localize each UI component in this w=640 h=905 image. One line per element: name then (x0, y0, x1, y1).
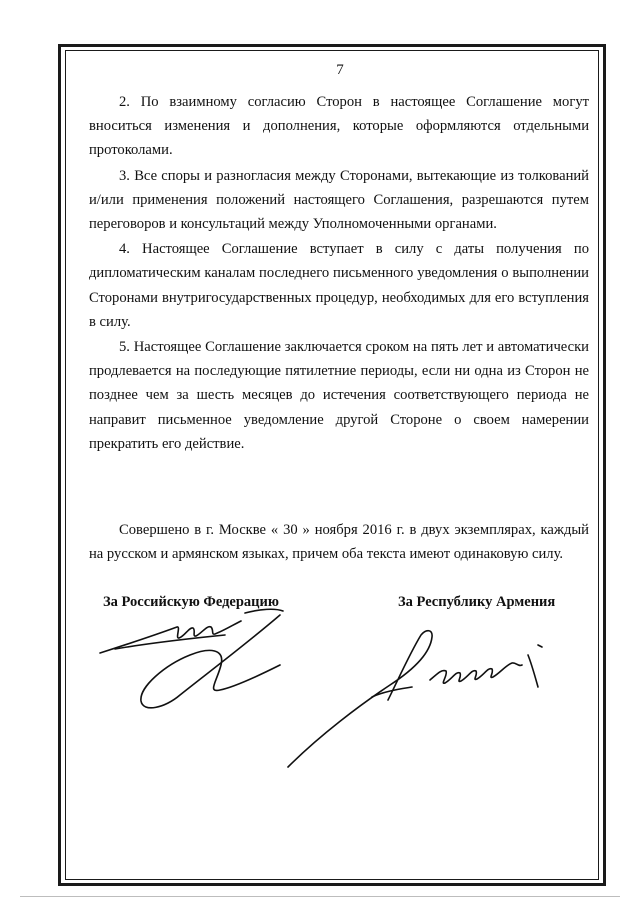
scan-edge-line (20, 896, 620, 897)
paragraph-4: 4. Настоящее Соглашение вступает в силу с даты получения по дипломатическим каналам последнего письменного уведомления о выполнении Сторонами внутригосударственных процедур, необходимых для его вступления в силу. (89, 241, 589, 330)
page-number: 7 (336, 62, 344, 78)
signature-armenia (280, 625, 550, 770)
signature-russia (95, 605, 295, 715)
paragraph-3: 3. Все споры и разногласия между Сторонами, вытекающие из толкований и/или применения положений настоящего Соглашения, разрешаются путем переговоров и консультаций между Уполномоченными органами. (89, 167, 589, 233)
paragraph-2: 2. По взаимному согласию Сторон в настоящее Соглашение могут вноситься изменения и дополнения, которые оформляются отдельными протоколами. (89, 94, 589, 159)
signature-heading-armenia: За Республику Армения (398, 594, 556, 610)
article-body (89, 90, 589, 456)
signature-heading-russia: За Российскую Федерацию (103, 594, 279, 610)
paragraph-5: 5. Настоящее Соглашение заключается сроком на пять лет и автоматически продлевается на последующие пятилетние периоды, если ни одна из Сторон не позднее чем за шесть месяцев до истечения соответствующего периода не направит письменное уведомление другой Стороне о своем намерении прекратить его действие. (89, 339, 589, 452)
done-in-clause: Совершено в г. Москве « 30 » ноября 2016 г. в двух экземплярах, каждый на русском и армянском языках, причем оба текста имеют одинаковую силу. (89, 521, 589, 562)
